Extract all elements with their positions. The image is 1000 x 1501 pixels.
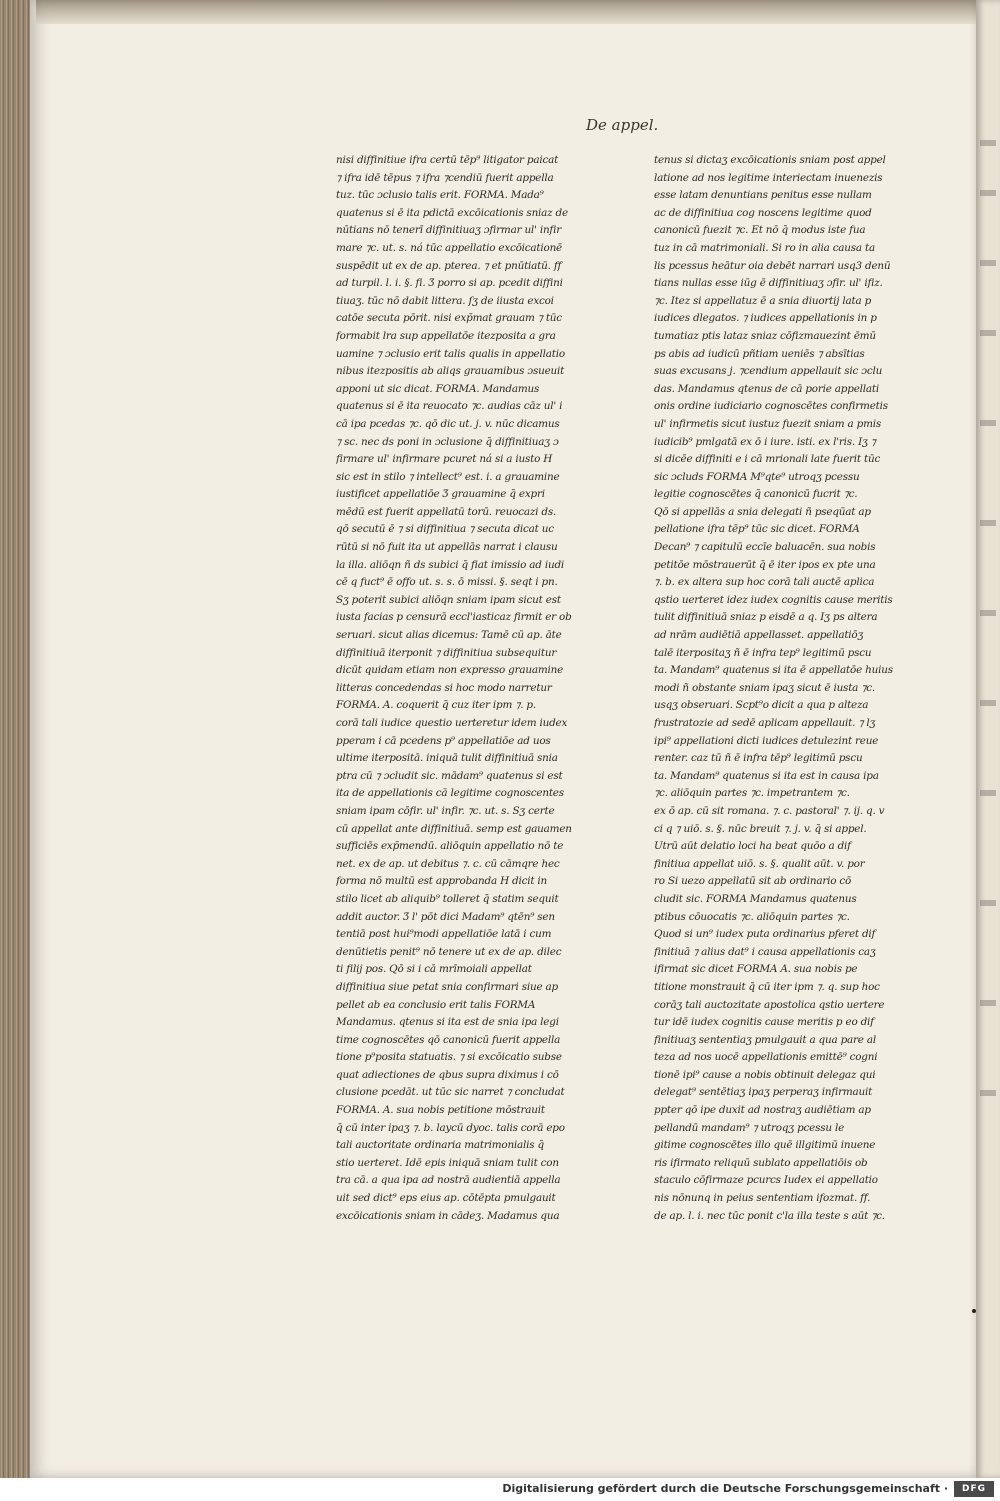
text-line: ris ifirmato reliquū sublato appellatiōis ob bbox=[654, 1156, 868, 1169]
text-line: ul' infirmetis sicut iustuz fuezit sniam a pmis bbox=[654, 417, 882, 430]
text-line: tentiā post hui⁹modi appellatiōe latā i cum bbox=[336, 928, 552, 941]
text-line: stilo licet ab aliquib⁹ tolleret q̄ statim sequit bbox=[336, 892, 559, 905]
text-line: de ap. l. i. nec tūc ponit c'la illa teste s aūt ⁊c. bbox=[654, 1209, 885, 1222]
text-line: rūtū si nō fuit ita ut appellās narrat i clausu bbox=[336, 541, 558, 554]
text-line: forma nō multū est approbanda H dicit in bbox=[336, 875, 548, 888]
text-line: quat adiectiones de qbus supra diximus i cō bbox=[336, 1068, 559, 1081]
text-line: iusta facias p censurā eccl'iasticaz firmit er ob bbox=[336, 611, 572, 624]
text-line: tra cā. a qua ipa ad nostrā audientiā appella bbox=[336, 1174, 561, 1187]
right-text-column bbox=[654, 152, 910, 1225]
text-line: tians nullas esse iūg ē diffinitiuaʒ ɔfir. ul' ifiz. bbox=[654, 277, 883, 290]
text-line: excōicationis sniam in cādeʒ. Madamus qua bbox=[336, 1209, 560, 1222]
text-line: ⁊c. Itez si appellatuz ē a snia diuortij lata p bbox=[654, 294, 872, 307]
text-line: nis nōnunq in peius sententiam ifozmat. ff. bbox=[654, 1192, 871, 1205]
text-line: esse latam denuntians penitus esse nullam bbox=[654, 189, 872, 202]
text-line: staculo cōfirmaze pcurcs Iudex ei appellatio bbox=[654, 1174, 878, 1187]
text-line: tione p⁹posita statuatis. ⁊ si excōicatio subse bbox=[336, 1051, 562, 1064]
text-line: FORMA. A. sua nobis petitione mōstrauit bbox=[336, 1104, 545, 1117]
text-line: sic ɔcluds FORMA M⁹qte⁹ utroqʒ pcessu bbox=[654, 470, 860, 483]
text-line: mēdū est fuerit appellatū torū. reuocazi ds. bbox=[336, 505, 557, 518]
text-line: nūtians nō tenerī diffinitiuaʒ ɔfirmar ul' infir bbox=[336, 224, 561, 237]
text-line: latione ad nos legitime interiectam inuenezis bbox=[654, 171, 883, 184]
text-line: talē iterpositaʒ ñ ē infra tep⁹ legitimū pscu bbox=[654, 646, 872, 659]
text-line: net. ex de ap. ut debitus ⁊. c. cū cāmqre hec bbox=[336, 857, 560, 870]
text-line: tumatiaz ptis lataz sniaz cōfizmauezint ēmū bbox=[654, 329, 876, 342]
text-line: Quod si un⁹ iudex puta ordinarius pferet dif bbox=[654, 928, 876, 941]
text-line: corāʒ tali auctozitate apostolica qstio uertere bbox=[654, 998, 885, 1011]
text-line: tenus si dictaʒ excōicationis sniam post appel bbox=[654, 154, 886, 166]
text-line: dicūt quidam etiam non expresso grauamine bbox=[336, 664, 564, 677]
text-line: pellatione ifra tēp⁹ tūc sic dicet. FORMA bbox=[654, 523, 860, 536]
text-line: ultime iterpositā. iniquā tulit diffinitiuā snia bbox=[336, 752, 558, 765]
text-line: Sʒ poterit subici aliōqn sniam ipam sicut est bbox=[336, 593, 561, 606]
text-line: sniam ipam cōfir. ul' infir. ⁊c. ut. s. Sʒ certe bbox=[336, 804, 555, 817]
text-line: ⁊ sc. nec ds poni in ɔclusione q̄ diffinitiuaʒ ɔ bbox=[336, 435, 559, 448]
text-line: modi ñ obstante sniam ipaʒ sicut ē iusta ⁊c. bbox=[654, 681, 875, 694]
text-line: iudices dlegatos. ⁊ iudices appellationis in p bbox=[654, 312, 877, 325]
text-line: nibus itezpositis ab aliqs grauamibus ɔsueuit bbox=[336, 365, 565, 378]
text-line: tuz in cā matrimoniali. Si ro in alia causa ta bbox=[654, 241, 875, 254]
text-line: tulit diffinitiuā sniaz p eisdē a q. Iʒ ps altera bbox=[654, 611, 878, 624]
text-line: finitiuā ⁊ alius dat⁹ i causa appellationis caʒ bbox=[654, 945, 876, 958]
text-line: tuz. tūc ɔclusio talis erit. FORMA. Mada⁹ bbox=[336, 189, 544, 202]
text-line: stio uerteret. Idē epis iniquā sniam tulit con bbox=[336, 1156, 559, 1169]
text-line: cā ipa pcedas ⁊c. qō dic ut. j. v. nūc dicamus bbox=[336, 417, 560, 430]
text-line: mare ⁊c. ut. s. ná tūc appellatio excōicationē bbox=[336, 241, 563, 254]
text-line: ita de appellationis cā legitime cognoscentes bbox=[336, 787, 564, 800]
text-line: ifirmat sic dicet FORMA A. sua nobis pe bbox=[654, 963, 858, 976]
text-line: cū appellat ante diffinitiuā. semp est gauamen bbox=[336, 822, 572, 835]
text-line: ad turpil. l. i. §. fi. Ʒ porro si ap. pcedit diffini bbox=[336, 277, 563, 290]
text-line: ta. Mandam⁹ quatenus si ita est in causa ipa bbox=[654, 769, 879, 782]
text-line: qō secutū ē ⁊ si diffinitiua ⁊ secuta dicat uc bbox=[336, 523, 554, 536]
text-line: lis pcessus heātur oia debēt narrari usq3 denū bbox=[654, 259, 891, 272]
text-line: ci q ⁊ uiō. s. §. nūc breuit ⁊. j. v. q̄ si appel. bbox=[654, 822, 867, 835]
ink-spot bbox=[972, 1309, 976, 1313]
text-line: ex ō ap. cū sit romana. ⁊. c. pastoral' ⁊. ij. q. v bbox=[654, 804, 885, 817]
text-line: frustratozie ad sedē aplicam appellauit. ⁊ lʒ bbox=[654, 717, 876, 729]
text-line: sufficiēs exp̄mendū. aliōquin appellatio nō te bbox=[336, 840, 564, 853]
text-line: time cognoscētes qō canonicū fuerit appella bbox=[336, 1033, 561, 1046]
text-line: cludit sic. FORMA Mandamus quatenus bbox=[654, 892, 857, 905]
text-line: suspēdit ut ex de ap. pterea. ⁊ et pnūtiatū. ff bbox=[336, 259, 562, 272]
text-line: legitie cognoscētes q̄ canonicū fucrit ⁊c. bbox=[654, 488, 858, 501]
facing-page-edge bbox=[976, 0, 1000, 1478]
text-line: Qō si appellās a snia delegati ñ pseqūat ap bbox=[654, 505, 871, 518]
text-line: corā tali iudice questio uerteretur idem iudex bbox=[336, 717, 568, 729]
text-line: seruari. sicut alias dicemus: Tamē cū ap. āte bbox=[336, 629, 562, 642]
text-line: onis ordine iudiciario cognoscētes confirmetis bbox=[654, 400, 888, 413]
text-line: ti filij pos. Qō si i cā mrīmoiali appellat bbox=[336, 963, 532, 976]
text-line: tiuaʒ. tūc nō dabit littera. ſʒ de iiusta excoi bbox=[336, 294, 554, 307]
text-line: finitiua appellat uiō. s. §. qualit aūt. v. por bbox=[654, 857, 865, 870]
text-line: litteras concedendas si hoc modo narretur bbox=[336, 681, 552, 694]
text-line: clusione pcedāt. ut tūc sic narret ⁊ concludat bbox=[336, 1086, 565, 1099]
text-line: tur idē iudex cognitis cause meritis p eo dif bbox=[654, 1016, 874, 1029]
page-top-shadow bbox=[36, 0, 976, 24]
text-line: titione monstrauit q̄ cū iter ipm ⁊. q. sup hoc bbox=[654, 980, 880, 993]
text-line: ro Si uezo appellatū sit ab ordinario cō bbox=[654, 875, 852, 888]
text-line: ta. Mandam⁹ quatenus si ita ē appellatōe huius bbox=[654, 664, 893, 677]
dfg-logo: DFG bbox=[954, 1481, 994, 1497]
text-line: Mandamus. qtenus si ita est de snia ipa legi bbox=[336, 1016, 559, 1029]
footer-bar bbox=[0, 1478, 1000, 1501]
text-line: sic est in stilo ⁊ intellect⁹ est. i. a grauamine bbox=[336, 470, 560, 483]
text-line: diffinitiuā iterponit ⁊ diffinitiua subsequitur bbox=[336, 646, 557, 659]
text-line: q̄ cū inter ipaʒ ⁊. b. laycū dyoc. talis corā epo bbox=[336, 1121, 565, 1134]
text-line: FORMA. A. coquerit q̄ cuz iter ipm ⁊. p. bbox=[336, 699, 536, 712]
text-line: canonicū fuezit ⁊c. Et nō q̄ modus iste fua bbox=[654, 224, 866, 237]
text-line: ptra cū ⁊ ɔcludit sic. mādam⁹ quatenus si est bbox=[336, 769, 563, 782]
text-line: si dicēe diffiniti e i cā mrionali late fuerit tūc bbox=[654, 453, 881, 466]
text-line: la illa. aliōqn ñ ds subici q̄ fiat imissio ad iudi bbox=[336, 558, 565, 571]
text-line: catōe secuta pōrit. nisi exp̄mat grauam ⁊ tūc bbox=[336, 312, 562, 325]
text-line: uit sed dict⁹ eps eius ap. cōtēpta pmulgauit bbox=[336, 1192, 556, 1205]
text-line: tionē ipi⁹ cause a nobis obtinuit delegaz qui bbox=[654, 1068, 876, 1081]
running-head: De appel. bbox=[586, 116, 659, 134]
funding-credit: Digitalisierung gefördert durch die Deutsche Forschungsgemeinschaft · bbox=[502, 1482, 948, 1495]
text-line: petitōe mōstrauerūt q̄ ē iter ipos ex pte una bbox=[654, 558, 876, 571]
text-line: suas excusans j. ⁊cendium appellauit sic ɔclu bbox=[654, 365, 883, 378]
text-line: ppter qō ipe duxit ad nostraʒ audiētiam ap bbox=[654, 1104, 871, 1117]
text-line: nisi diffinitiue ifra certū tēp⁹ litigator paicat bbox=[336, 154, 559, 166]
text-line: qstio uerteret idez iudex cognitis cause meritis bbox=[654, 593, 893, 606]
text-line: ipi⁹ appellationi dicti iudices detulezint reue bbox=[654, 734, 879, 747]
text-line: ad nrām audiētiā appellasset. appellatiōʒ bbox=[654, 629, 864, 642]
text-line: firmare ul' infirmare pcuret ná si a iusto H bbox=[336, 453, 553, 466]
text-line: uamine ⁊ ɔclusio erit talis qualis in appellatio bbox=[336, 347, 565, 360]
text-line: Utrū aūt delatio loci ha beat quōo a dif bbox=[654, 840, 851, 853]
text-line: addit auctor. Ʒ l' pōt dici Madam⁹ qtēn⁹ sen bbox=[336, 910, 555, 923]
text-line: pellet ab ea conclusio erit talis FORMA bbox=[336, 998, 536, 1011]
text-line: gitime cognoscētes illo quē illgitimū inuene bbox=[654, 1139, 876, 1152]
text-line: diffinitiua siue petat snia confirmari siue ap bbox=[336, 980, 558, 993]
text-line: quatenus si ē ita pdictā excōicationis sniaz de bbox=[336, 206, 568, 219]
text-line: ⁊c. aliōquin partes ⁊c. impetrantem ⁊c. bbox=[654, 787, 850, 800]
text-line: renter. caz tū ñ ē infra tēp⁹ legitimū pscu bbox=[654, 752, 863, 765]
text-line: ac de diffinitiua cog noscens legitime quod bbox=[654, 206, 872, 219]
text-line: ptibus cōuocatis ⁊c. aliōquin partes ⁊c. bbox=[654, 910, 850, 923]
text-line: ⁊. b. ex altera sup hoc corā tali auctē aplica bbox=[654, 576, 875, 589]
text-line: pellandū mandam⁹ ⁊ utroqʒ pcessu le bbox=[654, 1121, 845, 1134]
text-line: cē q fuct⁹ ē offo ut. s. s. ō missi. §. seqt i pn. bbox=[336, 576, 558, 589]
text-line: tali auctoritate ordinaria matrimonialis q̄ bbox=[336, 1139, 544, 1152]
text-line: pperam i cā pcedens p⁹ appellatiōe ad uos bbox=[336, 734, 551, 747]
text-line: formabit lra sup appellatōe itezposita a gra bbox=[336, 329, 556, 342]
text-line: ⁊ ifra idē tēpus ⁊ ifra ⁊cendiū fuerit appella bbox=[336, 171, 554, 184]
text-line: iudicib⁹ pmlgatā ex ō i iure. isti. ex l'ris. Iʒ ⁊ bbox=[654, 435, 876, 448]
text-line: finitiuaʒ sententiaʒ pmulgauit a qua pare al bbox=[654, 1033, 876, 1046]
text-line: usqʒ obseruari. Scpt⁹o dicit a qua p alteza bbox=[654, 699, 869, 712]
text-line: teza ad nos uocē appellationis emittē⁹ cogni bbox=[654, 1051, 878, 1064]
text-line: Decan⁹ ⁊ capitulū eccīe baluacēn. sua nobis bbox=[654, 541, 876, 554]
text-line: apponi ut sic dicat. FORMA. Mandamus bbox=[336, 382, 540, 395]
left-text-column bbox=[336, 152, 586, 1225]
text-line: quatenus si ē ita reuocato ⁊c. audias cāz ul' i bbox=[336, 400, 563, 413]
text-line: delegat⁹ sentētiaʒ ipaʒ perperaʒ infirmauit bbox=[654, 1086, 873, 1099]
text-line: iustificet appellatiōe Ʒ grauamine q̄ expri bbox=[336, 488, 545, 501]
text-line: das. Mandamus qtenus de cā porie appellati bbox=[654, 382, 879, 395]
text-line: ps abis ad iudicū pñtiam ueniēs ⁊ absītias bbox=[654, 347, 865, 360]
text-line: denūtietis penit⁹ nō tenere ut ex de ap. dilec bbox=[336, 945, 562, 958]
